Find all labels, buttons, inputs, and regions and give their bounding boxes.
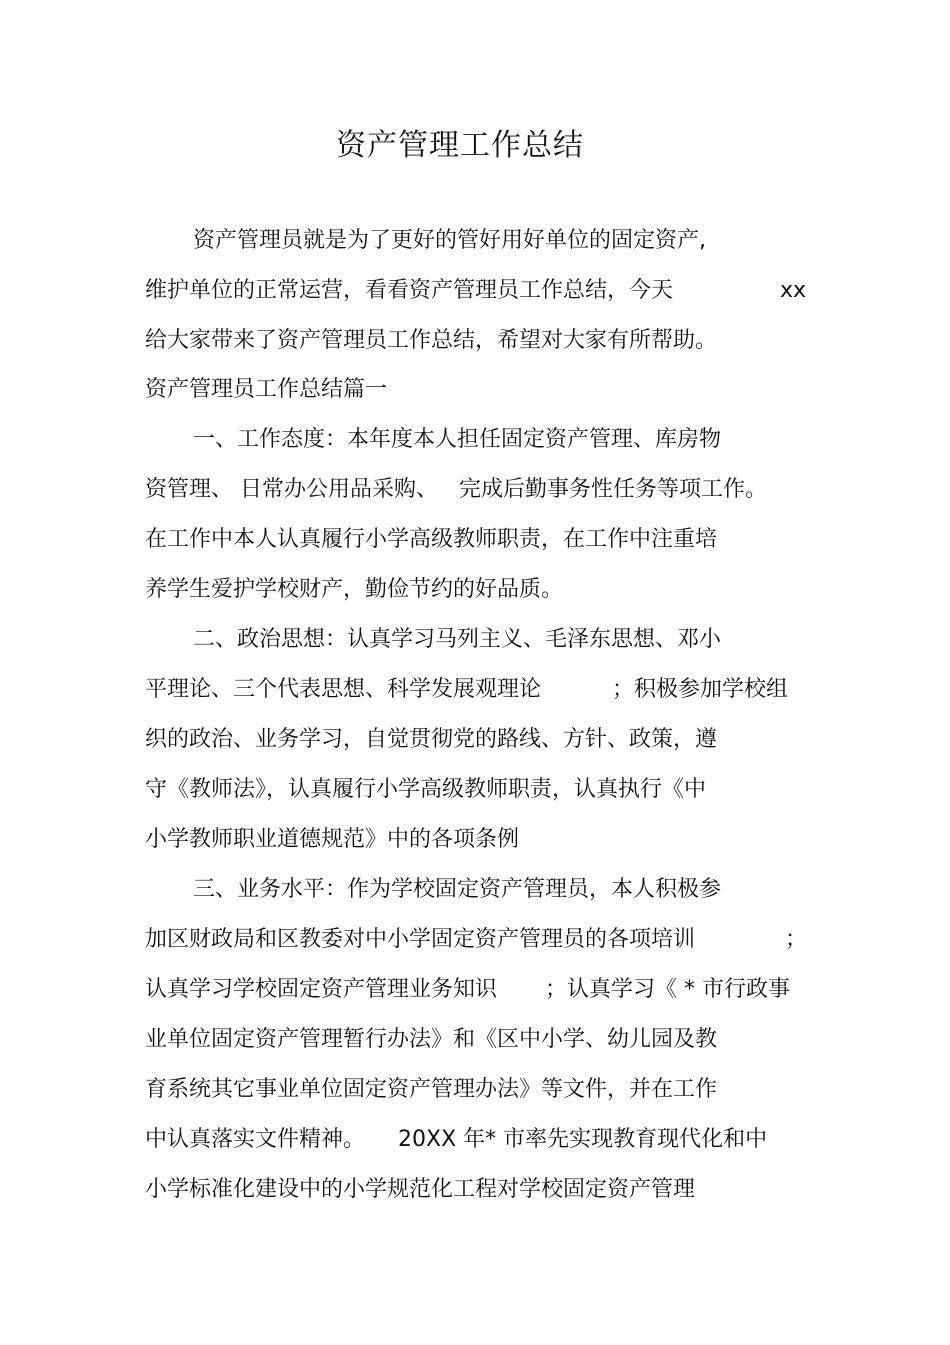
paragraph-line: 中认真落实文件精神。 bbox=[145, 1127, 366, 1152]
paragraph-line: 守《教师法》，认真履行小学高级教师职责，认真执行《中 bbox=[145, 777, 707, 802]
paragraph-line: 资产管理员就是为了更好的管好用好单位的固定资产, bbox=[193, 228, 706, 253]
paragraph-fragment: ；积极参加学校组 bbox=[612, 677, 789, 702]
paragraph-line: 小学教师职业道德规范》中的各项条例 bbox=[145, 827, 520, 852]
paragraph-line: 加区财政局和区教委对中小学固定资产管理员的各项培训 bbox=[145, 927, 696, 952]
paragraph-line: 在工作中本人认真履行小学高级教师职责，在工作中注重培 bbox=[145, 527, 718, 552]
paragraph-line: 平理论、三个代表思想、科学发展观理论 bbox=[145, 677, 542, 702]
paragraph-line: 业单位固定资产管理暂行办法》和《区中小学、幼儿园及教 bbox=[145, 1027, 718, 1052]
paragraph-line: 二、政治思想：认真学习马列主义、毛泽东思想、邓小 bbox=[193, 627, 722, 652]
paragraph-fragment: xx bbox=[780, 278, 807, 303]
paragraph-fragment: ； bbox=[785, 927, 808, 952]
paragraph-line: 养学生爱护学校财产，勤俭节约的好品质。 bbox=[145, 577, 564, 602]
paragraph-line: 一、工作态度：本年度本人担任固定资产管理、库房物 bbox=[193, 427, 722, 452]
paragraph-line: 维护单位的正常运营，看看资产管理员工作总结，今天 bbox=[145, 278, 674, 303]
paragraph-fragment: 20XX 年* 市率先实现教育现代化和中 bbox=[398, 1127, 768, 1152]
paragraph-line: 小学标准化建设中的小学规范化工程对学校固定资产管理 bbox=[145, 1177, 696, 1202]
paragraph-fragment: ；认真学习《 * 市行政事 bbox=[545, 977, 790, 1002]
paragraph-line: 给大家带来了资产管理员工作总结，希望对大家有所帮助。 bbox=[145, 328, 718, 353]
document-title: 资产管理工作总结 bbox=[336, 128, 584, 163]
paragraph-line: 育系统其它事业单位固定资产管理办法》等文件，并在工作 bbox=[145, 1077, 718, 1102]
section-heading: 资产管理员工作总结篇一 bbox=[145, 377, 388, 402]
paragraph-line: 三、业务水平：作为学校固定资产管理员，本人积极参 bbox=[193, 877, 722, 902]
paragraph-line: 资管理、 日常办公用品采购、 完成后勤事务性任务等项工作。 bbox=[145, 477, 767, 502]
paragraph-line: 织的政治、业务学习，自觉贯彻党的路线、方针、政策，遵 bbox=[145, 727, 718, 752]
paragraph-line: 认真学习学校固定资产管理业务知识 bbox=[145, 977, 498, 1002]
